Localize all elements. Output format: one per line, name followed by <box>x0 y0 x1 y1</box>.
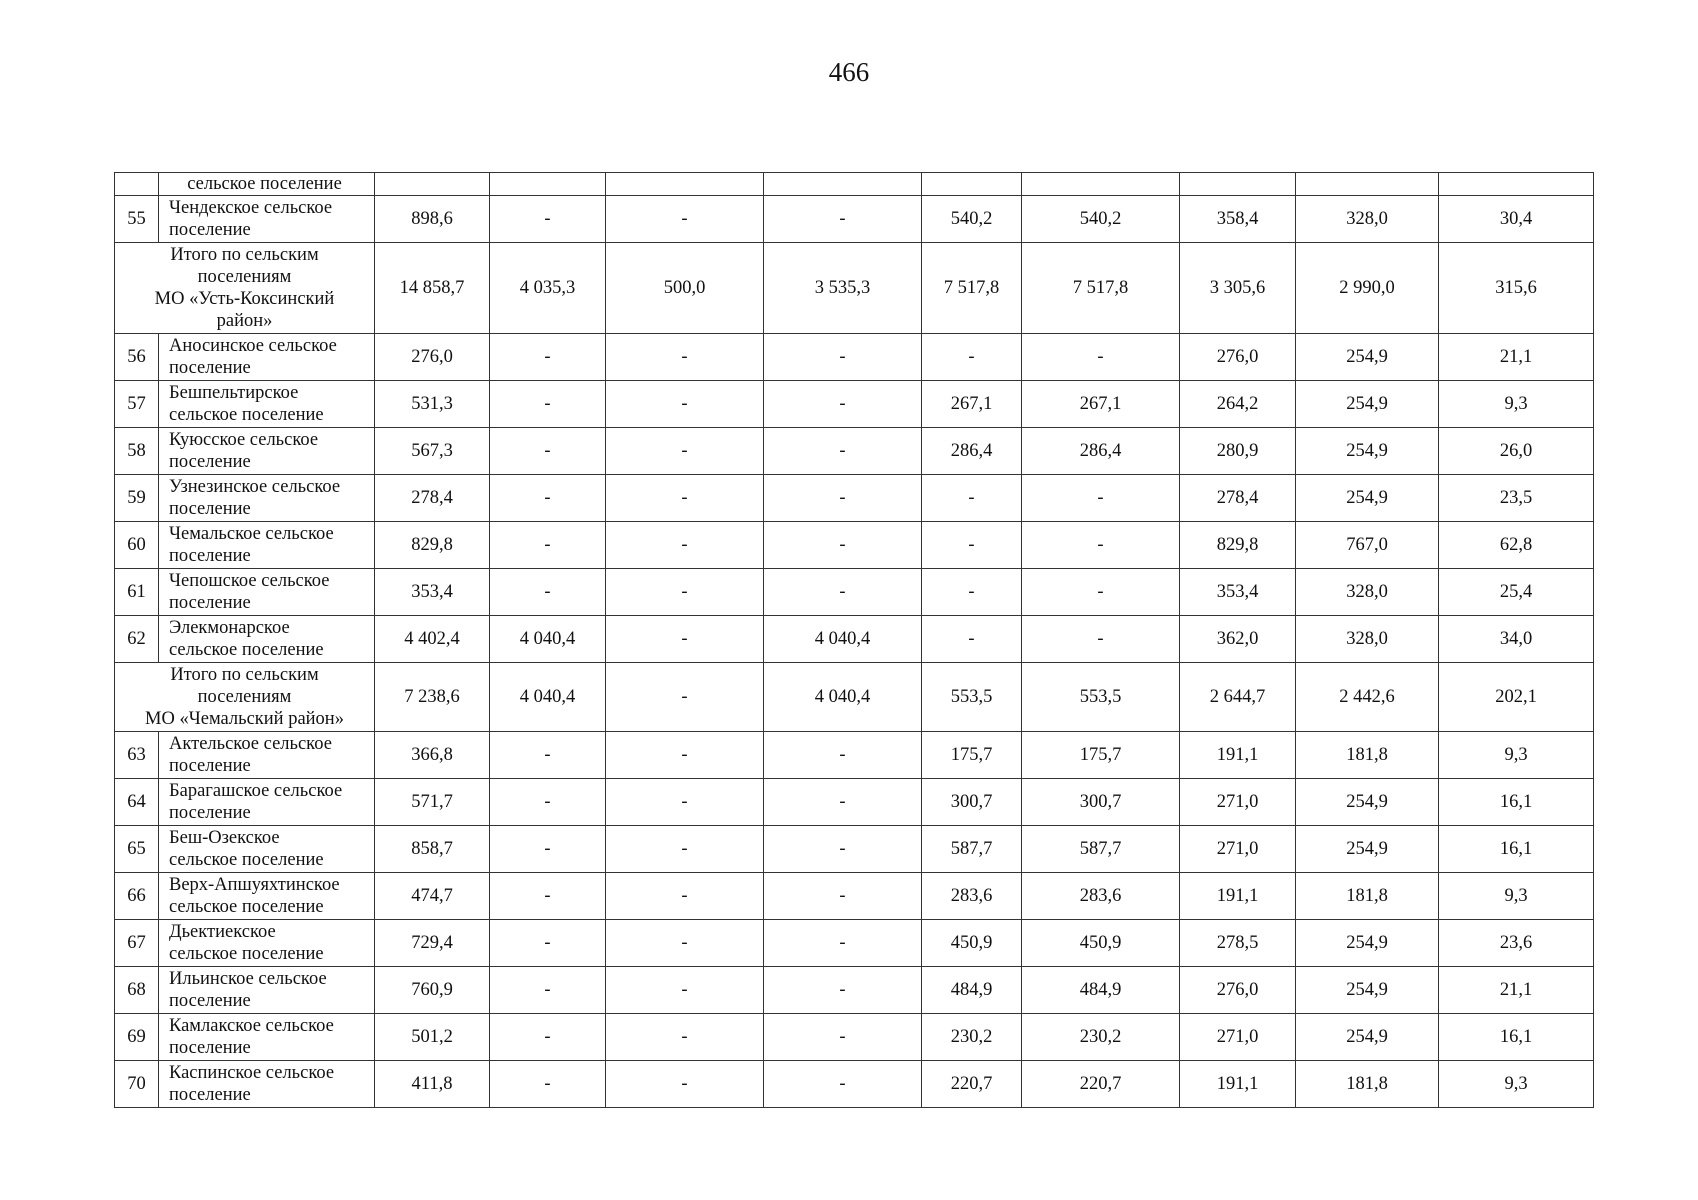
value-cell: 23,5 <box>1439 475 1594 522</box>
value-cell: - <box>764 1014 922 1061</box>
value-cell: - <box>606 616 764 663</box>
value-cell: 280,9 <box>1180 428 1296 475</box>
value-cell: - <box>490 334 606 381</box>
settlement-name-line: Элекмонарское <box>169 618 290 638</box>
value-cell: - <box>490 873 606 920</box>
total-label-cell <box>115 663 375 732</box>
value-cell: 220,7 <box>922 1061 1022 1108</box>
value-cell <box>490 173 606 196</box>
value-cell: 2 990,0 <box>1296 243 1439 334</box>
value-cell: 276,0 <box>1180 967 1296 1014</box>
settlement-name-cell <box>159 334 375 381</box>
value-cell: - <box>922 475 1022 522</box>
settlement-name-cell <box>159 522 375 569</box>
row-number-cell: 66 <box>115 873 159 920</box>
table-row <box>115 381 1594 428</box>
value-cell: 729,4 <box>375 920 490 967</box>
total-row <box>115 243 1594 334</box>
value-cell: - <box>606 522 764 569</box>
value-cell: 202,1 <box>1439 663 1594 732</box>
value-cell: 328,0 <box>1296 616 1439 663</box>
value-cell: 587,7 <box>922 826 1022 873</box>
table-row <box>115 522 1594 569</box>
settlement-name-cell <box>159 381 375 428</box>
value-cell: - <box>606 873 764 920</box>
settlement-name-cell <box>159 1014 375 1061</box>
settlement-name-cell <box>159 779 375 826</box>
value-cell: - <box>490 967 606 1014</box>
row-number-cell: 56 <box>115 334 159 381</box>
settlement-name-line: Куюсское сельское <box>169 430 319 450</box>
value-cell: - <box>606 920 764 967</box>
value-cell: 328,0 <box>1296 569 1439 616</box>
value-cell: - <box>1022 475 1180 522</box>
value-cell: 4 035,3 <box>490 243 606 334</box>
value-cell: 276,0 <box>375 334 490 381</box>
table-row <box>115 334 1594 381</box>
value-cell: 286,4 <box>922 428 1022 475</box>
value-cell: 3 305,6 <box>1180 243 1296 334</box>
value-cell: 540,2 <box>1022 196 1180 243</box>
value-cell: 9,3 <box>1439 873 1594 920</box>
value-cell: - <box>490 1061 606 1108</box>
value-cell: 181,8 <box>1296 732 1439 779</box>
row-number-cell <box>115 173 159 196</box>
value-cell: 254,9 <box>1296 428 1439 475</box>
value-cell: 553,5 <box>922 663 1022 732</box>
settlement-name-line: Дьектиекское <box>169 922 276 942</box>
total-label-line: Итого по сельским <box>170 245 319 265</box>
value-cell: - <box>606 826 764 873</box>
value-cell <box>1439 173 1594 196</box>
value-cell: - <box>606 381 764 428</box>
value-cell: - <box>764 569 922 616</box>
settlement-name-cell <box>159 1061 375 1108</box>
value-cell: - <box>764 334 922 381</box>
settlement-name-cell <box>159 920 375 967</box>
value-cell: - <box>764 826 922 873</box>
table-row <box>115 873 1594 920</box>
total-label-line: Итого по сельским <box>170 665 319 685</box>
value-cell: 271,0 <box>1180 779 1296 826</box>
settlement-name-line: Барагашское сельское <box>169 781 343 801</box>
settlement-name-line: поселение <box>169 452 251 472</box>
table-row <box>115 732 1594 779</box>
value-cell: 484,9 <box>1022 967 1180 1014</box>
value-cell: 283,6 <box>922 873 1022 920</box>
value-cell: - <box>764 475 922 522</box>
settlement-name-cell <box>159 569 375 616</box>
value-cell: 278,5 <box>1180 920 1296 967</box>
table-row <box>115 569 1594 616</box>
value-cell: 300,7 <box>922 779 1022 826</box>
value-cell: 191,1 <box>1180 1061 1296 1108</box>
value-cell: 501,2 <box>375 1014 490 1061</box>
value-cell: 254,9 <box>1296 334 1439 381</box>
value-cell: 21,1 <box>1439 967 1594 1014</box>
value-cell: 567,3 <box>375 428 490 475</box>
value-cell: 9,3 <box>1439 1061 1594 1108</box>
value-cell: 264,2 <box>1180 381 1296 428</box>
value-cell: 4 040,4 <box>490 663 606 732</box>
settlement-name-cell <box>159 826 375 873</box>
row-number-cell: 58 <box>115 428 159 475</box>
settlement-name-line: поселение <box>169 1085 251 1105</box>
value-cell: - <box>490 779 606 826</box>
settlement-name-cell <box>159 732 375 779</box>
value-cell: - <box>764 1061 922 1108</box>
total-label-line: МО «Чемальский район» <box>145 709 344 729</box>
value-cell: - <box>490 196 606 243</box>
value-cell: - <box>490 381 606 428</box>
value-cell: 2 442,6 <box>1296 663 1439 732</box>
value-cell: - <box>764 779 922 826</box>
value-cell: 62,8 <box>1439 522 1594 569</box>
value-cell: 4 402,4 <box>375 616 490 663</box>
budget-table <box>114 172 1594 1108</box>
value-cell: 484,9 <box>922 967 1022 1014</box>
settlement-name-line: поселение <box>169 756 251 776</box>
value-cell: 474,7 <box>375 873 490 920</box>
settlement-name-line: сельское поселение <box>169 405 324 425</box>
row-number-cell: 67 <box>115 920 159 967</box>
settlement-name-line: сельское поселение <box>169 897 324 917</box>
value-cell: - <box>922 522 1022 569</box>
value-cell: 181,8 <box>1296 873 1439 920</box>
settlement-name-line: Актельское сельское <box>169 734 332 754</box>
value-cell: 230,2 <box>922 1014 1022 1061</box>
value-cell: - <box>764 967 922 1014</box>
value-cell: 283,6 <box>1022 873 1180 920</box>
value-cell: 300,7 <box>1022 779 1180 826</box>
value-cell: - <box>606 967 764 1014</box>
value-cell: - <box>606 1061 764 1108</box>
settlement-name-line: Чемальское сельское <box>169 524 334 544</box>
value-cell: - <box>490 522 606 569</box>
table-row <box>115 967 1594 1014</box>
settlement-name-line: поселение <box>169 358 251 378</box>
value-cell: 181,8 <box>1296 1061 1439 1108</box>
settlement-name-line: поселение <box>169 499 251 519</box>
value-cell: 587,7 <box>1022 826 1180 873</box>
row-number-cell: 65 <box>115 826 159 873</box>
value-cell: - <box>490 569 606 616</box>
total-label-line: поселениям <box>197 267 292 287</box>
table-row <box>115 1014 1594 1061</box>
value-cell: - <box>764 428 922 475</box>
settlement-name-line: сельское поселение <box>169 640 324 660</box>
table-row <box>115 826 1594 873</box>
value-cell: 230,2 <box>1022 1014 1180 1061</box>
value-cell: 411,8 <box>375 1061 490 1108</box>
table-row <box>115 779 1594 826</box>
row-number-cell: 69 <box>115 1014 159 1061</box>
value-cell: - <box>490 732 606 779</box>
value-cell: 353,4 <box>375 569 490 616</box>
value-cell: 760,9 <box>375 967 490 1014</box>
total-label-line: МО «Усть-Коксинский <box>154 289 335 309</box>
settlement-name-line: Ильинское сельское <box>169 969 327 989</box>
value-cell: 4 040,4 <box>764 663 922 732</box>
value-cell: 16,1 <box>1439 779 1594 826</box>
table-row-continuation <box>115 173 1594 196</box>
value-cell: - <box>764 196 922 243</box>
settlement-name-line: поселение <box>169 220 251 240</box>
value-cell: - <box>606 428 764 475</box>
value-cell: 540,2 <box>922 196 1022 243</box>
total-label-cell <box>115 243 375 334</box>
total-label-line: район» <box>216 311 273 331</box>
value-cell <box>606 173 764 196</box>
value-cell: 362,0 <box>1180 616 1296 663</box>
value-cell: 9,3 <box>1439 381 1594 428</box>
total-row <box>115 663 1594 732</box>
value-cell: - <box>764 920 922 967</box>
value-cell <box>764 173 922 196</box>
settlement-name-line: сельское поселение <box>169 944 324 964</box>
settlement-name-cell <box>159 616 375 663</box>
value-cell: - <box>490 475 606 522</box>
value-cell: 328,0 <box>1296 196 1439 243</box>
value-cell: 191,1 <box>1180 732 1296 779</box>
value-cell: 267,1 <box>922 381 1022 428</box>
value-cell: - <box>922 569 1022 616</box>
value-cell: 254,9 <box>1296 967 1439 1014</box>
value-cell: 14 858,7 <box>375 243 490 334</box>
value-cell <box>1180 173 1296 196</box>
value-cell: 3 535,3 <box>764 243 922 334</box>
row-number-cell: 64 <box>115 779 159 826</box>
value-cell: 829,8 <box>375 522 490 569</box>
value-cell: - <box>1022 616 1180 663</box>
value-cell: 26,0 <box>1439 428 1594 475</box>
value-cell: 254,9 <box>1296 779 1439 826</box>
value-cell: 315,6 <box>1439 243 1594 334</box>
value-cell: - <box>1022 522 1180 569</box>
value-cell: 254,9 <box>1296 920 1439 967</box>
value-cell: - <box>606 196 764 243</box>
value-cell: 278,4 <box>375 475 490 522</box>
value-cell: 254,9 <box>1296 381 1439 428</box>
value-cell: - <box>764 522 922 569</box>
row-number-cell: 62 <box>115 616 159 663</box>
value-cell: - <box>606 475 764 522</box>
value-cell: 254,9 <box>1296 1014 1439 1061</box>
settlement-name-line: поселение <box>169 546 251 566</box>
value-cell: - <box>922 334 1022 381</box>
value-cell: 553,5 <box>1022 663 1180 732</box>
settlement-name-line: Беш-Озекское <box>169 828 280 848</box>
row-number-cell: 59 <box>115 475 159 522</box>
value-cell: - <box>490 428 606 475</box>
value-cell: 267,1 <box>1022 381 1180 428</box>
value-cell: 220,7 <box>1022 1061 1180 1108</box>
settlement-name-cell: сельское поселение <box>159 173 375 196</box>
value-cell <box>1022 173 1180 196</box>
total-label-line: поселениям <box>197 687 292 707</box>
table-row <box>115 616 1594 663</box>
value-cell: 7 517,8 <box>922 243 1022 334</box>
table-row <box>115 920 1594 967</box>
value-cell: 353,4 <box>1180 569 1296 616</box>
settlement-name-line: поселение <box>169 803 251 823</box>
settlement-name-cell <box>159 967 375 1014</box>
settlement-name-cell <box>159 428 375 475</box>
settlement-name-line: поселение <box>169 991 251 1011</box>
table-row <box>115 428 1594 475</box>
value-cell: 23,6 <box>1439 920 1594 967</box>
value-cell: 286,4 <box>1022 428 1180 475</box>
value-cell: - <box>606 779 764 826</box>
value-cell: 4 040,4 <box>764 616 922 663</box>
value-cell: 276,0 <box>1180 334 1296 381</box>
value-cell: 25,4 <box>1439 569 1594 616</box>
settlement-name-line: Каспинское сельское <box>169 1063 335 1083</box>
value-cell: - <box>490 1014 606 1061</box>
value-cell: 30,4 <box>1439 196 1594 243</box>
row-number-cell: 61 <box>115 569 159 616</box>
value-cell: - <box>606 1014 764 1061</box>
value-cell: 16,1 <box>1439 1014 1594 1061</box>
row-number-cell: 57 <box>115 381 159 428</box>
value-cell: 34,0 <box>1439 616 1594 663</box>
value-cell: 175,7 <box>1022 732 1180 779</box>
value-cell: 191,1 <box>1180 873 1296 920</box>
value-cell: - <box>764 873 922 920</box>
value-cell: 21,1 <box>1439 334 1594 381</box>
value-cell: - <box>606 569 764 616</box>
value-cell: 767,0 <box>1296 522 1439 569</box>
value-cell: 278,4 <box>1180 475 1296 522</box>
settlement-name-cell <box>159 196 375 243</box>
value-cell: - <box>1022 569 1180 616</box>
value-cell: - <box>764 732 922 779</box>
value-cell: 2 644,7 <box>1180 663 1296 732</box>
row-number-cell: 60 <box>115 522 159 569</box>
value-cell: 254,9 <box>1296 826 1439 873</box>
value-cell: 271,0 <box>1180 826 1296 873</box>
row-number-cell: 68 <box>115 967 159 1014</box>
settlement-name-line: Узнезинское сельское <box>169 477 341 497</box>
settlement-name-line: Бешпельтирское <box>169 383 299 403</box>
settlement-name-line: Чендекское сельское <box>169 198 333 218</box>
value-cell: 16,1 <box>1439 826 1594 873</box>
value-cell: 858,7 <box>375 826 490 873</box>
row-number-cell: 63 <box>115 732 159 779</box>
value-cell: - <box>606 663 764 732</box>
settlement-name-line: сельское поселение <box>169 850 324 870</box>
value-cell: 4 040,4 <box>490 616 606 663</box>
value-cell: - <box>490 920 606 967</box>
value-cell: 7 238,6 <box>375 663 490 732</box>
row-number-cell: 55 <box>115 196 159 243</box>
value-cell: - <box>764 381 922 428</box>
settlement-name-line: Аносинское сельское <box>169 336 337 356</box>
settlement-name-line: поселение <box>169 1038 251 1058</box>
value-cell: - <box>606 732 764 779</box>
value-cell: - <box>1022 334 1180 381</box>
table-row <box>115 475 1594 522</box>
value-cell <box>1296 173 1439 196</box>
value-cell: 254,9 <box>1296 475 1439 522</box>
table-row <box>115 196 1594 243</box>
value-cell: 7 517,8 <box>1022 243 1180 334</box>
value-cell: 829,8 <box>1180 522 1296 569</box>
settlement-name-cell <box>159 475 375 522</box>
value-cell: 450,9 <box>922 920 1022 967</box>
settlement-name-line: Камлакское сельское <box>169 1016 334 1036</box>
value-cell: 450,9 <box>1022 920 1180 967</box>
value-cell: 9,3 <box>1439 732 1594 779</box>
value-cell: - <box>490 826 606 873</box>
table-row <box>115 1061 1594 1108</box>
value-cell: 571,7 <box>375 779 490 826</box>
value-cell: - <box>606 334 764 381</box>
table-body <box>115 173 1594 1108</box>
value-cell: 358,4 <box>1180 196 1296 243</box>
settlement-name-line: поселение <box>169 593 251 613</box>
settlement-name-cell <box>159 873 375 920</box>
value-cell <box>922 173 1022 196</box>
value-cell: 531,3 <box>375 381 490 428</box>
settlement-name-line: Чепошское сельское <box>169 571 330 591</box>
value-cell <box>375 173 490 196</box>
value-cell: 500,0 <box>606 243 764 334</box>
value-cell: 898,6 <box>375 196 490 243</box>
page-number: 466 <box>828 57 870 87</box>
value-cell: 271,0 <box>1180 1014 1296 1061</box>
settlement-name-line: Верх-Апшуяхтинское <box>169 875 340 895</box>
row-number-cell: 70 <box>115 1061 159 1108</box>
value-cell: 175,7 <box>922 732 1022 779</box>
value-cell: - <box>922 616 1022 663</box>
value-cell: 366,8 <box>375 732 490 779</box>
